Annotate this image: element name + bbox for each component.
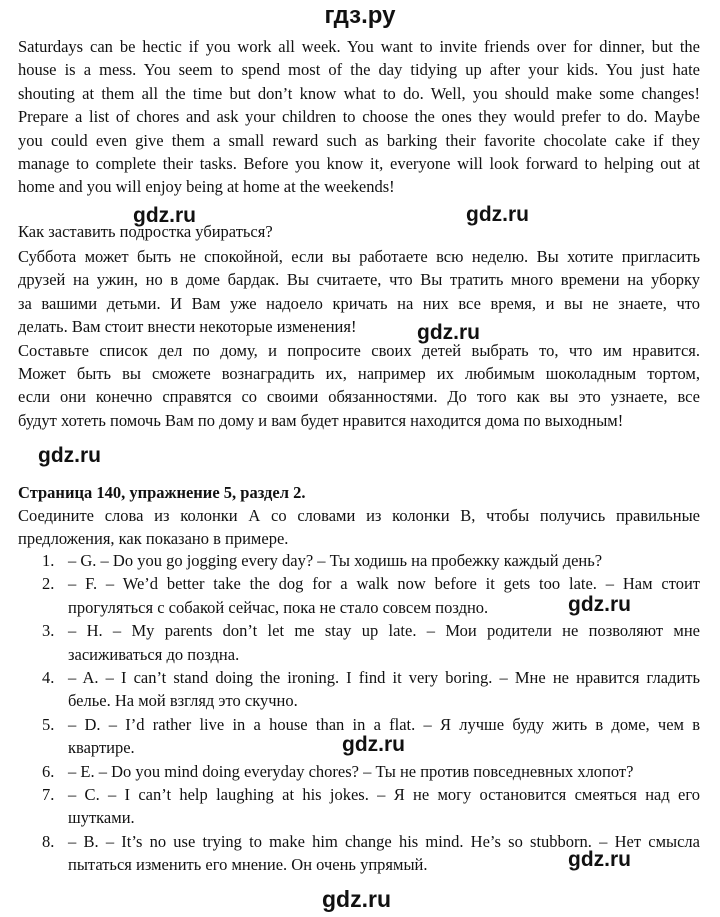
item-line: квартире. <box>68 738 135 758</box>
watermark: gdz.ru <box>342 733 405 756</box>
item-line: – C. – I can’t help laughing at his jokes. – Я не могу остановится смеяться над его <box>68 785 700 805</box>
item-number: 1. <box>42 551 55 570</box>
item-line: белье. На мой взгляд это скучно. <box>68 691 298 711</box>
list-item <box>18 549 700 572</box>
watermark: gdz.ru <box>568 593 631 616</box>
watermark: gdz.ru <box>322 886 391 912</box>
paragraph-line: shouting at them all the time but don’t know what to do. Well, you should make some changes! <box>18 83 700 103</box>
exercise-heading: Страница 140, упражнение 5, раздел 2. <box>18 483 306 502</box>
list-item <box>18 760 700 783</box>
item-line: – H. – My parents don’t let me stay up late. – Мои родители не позволяют мне <box>68 621 700 641</box>
item-line: пытаться изменить его мнение. Он очень упрямый. <box>68 855 428 875</box>
paragraph-line: manage to complete their tasks. Before you know it, everyone will look forward to helping out at <box>18 154 700 174</box>
item-line: – G. – Do you go jogging every day? – Ты ходишь на пробежку каждый день? <box>68 551 603 570</box>
item-number: 2. <box>42 574 55 594</box>
item-number: 8. <box>42 831 55 851</box>
paragraph-line: house is a mess. You seem to spend most of the day tidying up after your kids. You just hate <box>18 60 700 80</box>
paragraph-line: Составьте список дел по дому, и попросите своих детей выбрать то, что им нравится. <box>18 340 700 360</box>
item-line: шутками. <box>68 808 135 828</box>
item-line: – A. – I can’t stand doing the ironing. I find it very boring. – Мне не нравится гладить <box>68 668 700 688</box>
item-line: – E. – Do you mind doing everyday chores? – Ты не против повседневных хлопот? <box>68 761 634 781</box>
watermark: gdz.ru <box>133 204 196 227</box>
item-number: 7. <box>42 785 55 805</box>
russian-title: Как заставить подростка убираться? <box>18 222 273 241</box>
item-line: – B. – It’s no use trying to make him change his mind. He’s so stubborn. – Нет смысла <box>68 831 700 851</box>
paragraph-line: будут хотеть помочь Вам по дому и вам будет нравится находится дома по выходным! <box>18 410 624 430</box>
item-number: 5. <box>42 714 55 734</box>
paragraph-line: Saturdays can be hectic if you work all week. You want to invite friends over for dinner, but the <box>18 37 700 56</box>
watermark: gdz.ru <box>38 444 101 467</box>
intro-line: Соедините слова из колонки А со словами из колонки В, чтобы получись правильные <box>18 506 700 525</box>
site-header: гдз.ру <box>324 2 396 29</box>
paragraph-line: you could even give them a small reward such as barking their favorite chocolate cake if they <box>18 130 700 150</box>
intro-line: предложения, как показано в примере. <box>18 529 289 549</box>
watermark: gdz.ru <box>466 203 529 226</box>
paragraph-line: друзей на ужин, но в доме бардак. Вы считаете, что Вы тратить много времени на уборку <box>18 270 700 290</box>
paragraph-line: Prepare a list of chores and ask your children to choose the ones they would prefer to do. Maybe <box>18 107 700 127</box>
item-line: засиживаться до поздна. <box>68 644 240 664</box>
item-line: – F. – We’d better take the dog for a walk now before it gets too late. – Нам стоит <box>68 574 700 594</box>
item-number: 6. <box>42 761 55 781</box>
paragraph-line: Суббота может быть не спокойной, если вы работаете всю неделю. Вы хотите пригласить <box>18 247 700 266</box>
english-paragraph <box>18 35 700 199</box>
paragraph-line: home and you will enjoy being at home at the weekends! <box>18 177 395 197</box>
paragraph-line: Может быть вы сможете вознаградить их, например их любимым шоколадным тортом, <box>18 364 700 384</box>
list-item <box>18 619 700 666</box>
list-item <box>18 666 700 713</box>
item-number: 4. <box>42 668 55 688</box>
paragraph-line: если они конечно справятся со своими обязанностями. До того как вы это узнаете, все <box>18 387 700 407</box>
exercise-intro <box>18 504 700 551</box>
russian-paragraph <box>18 245 700 432</box>
item-number: 3. <box>42 621 55 641</box>
item-line: прогуляться с собакой сейчас, пока не стало совсем поздно. <box>68 597 489 617</box>
paragraph-line: делать. Вам стоит внести некоторые изменения! <box>18 317 357 337</box>
item-line: – D. – I’d rather live in a house than in a flat. – Я лучше буду жить в доме, чем в <box>68 714 700 734</box>
list-item <box>18 783 700 830</box>
watermark: gdz.ru <box>568 848 631 871</box>
paragraph-line: за вашими детьми. И Вам уже надоело кричать на них все время, и вы не знаете, что <box>18 293 700 313</box>
watermark: gdz.ru <box>417 321 480 344</box>
